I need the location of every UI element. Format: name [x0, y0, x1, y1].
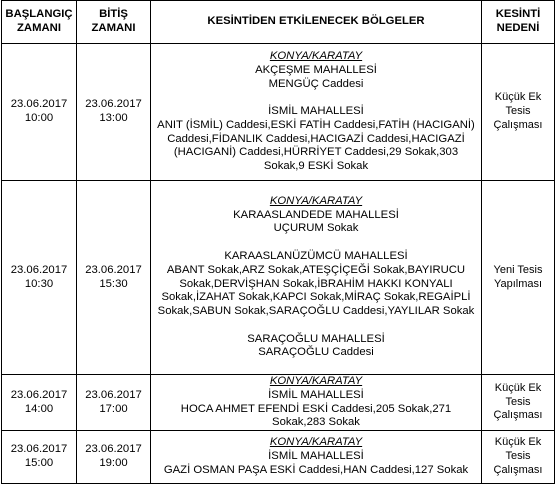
city-label: KONYA/KARATAY [269, 436, 363, 449]
header-affected-regions: KESİNTİDEN ETKİLENECEK BÖLGELER [151, 1, 482, 44]
city-label: KONYA/KARATAY [269, 375, 363, 387]
cause-cell: Küçük Ek Tesis Çalışması [482, 44, 555, 181]
start-time: 14:00 [24, 402, 54, 415]
street-list: ABANT Sokak,ARZ Sokak,ATEŞÇİÇEĞİ Sokak,BAYIRUCU [166, 263, 466, 276]
street-list: SARAÇOĞLU Caddesi [258, 346, 374, 359]
street-list: Sokak,SABUN Sokak,SARAÇOĞLU Caddesi,YAYLILAR Sokak [157, 305, 475, 318]
header-start-time: BAŞLANGIÇ ZAMANI [2, 1, 77, 44]
neighborhood-label: İSMİL MAHALLESİ [268, 105, 364, 118]
start-date: 23.06.2017 [10, 263, 68, 276]
end-time: 15:30 [99, 277, 128, 290]
end-time: 13:00 [99, 112, 128, 124]
start-time: 15:00 [24, 457, 54, 470]
start-date: 23.06.2017 [10, 98, 68, 111]
header-end-time: BİTİŞ ZAMANI [77, 1, 151, 44]
start-cell [2, 181, 77, 375]
street-list: GAZİ OSMAN PAŞA ESKİ Caddesi,HAN Caddesi,127 Sokak [163, 464, 469, 477]
end-cell [77, 44, 151, 181]
header-row [2, 1, 555, 44]
cause-cell: Küçük Ek Tesis Çalışması [482, 375, 555, 431]
start-cell [2, 375, 77, 431]
street-list: MENGÜÇ Caddesi [268, 77, 364, 90]
table-row [2, 375, 555, 431]
neighborhood-label: KARAASLANÜZÜMCÜ MAHALLESİ [224, 249, 408, 262]
end-time: 19:00 [99, 457, 128, 470]
outage-table [1, 0, 555, 484]
start-cell [2, 431, 77, 484]
header-outage-cause: KESİNTİ NEDENİ [482, 1, 555, 44]
end-date: 23.06.2017 [85, 443, 142, 456]
end-cell [77, 181, 151, 375]
street-list: Caddesi,FİDANLIK Caddesi,HACIGAZİ Caddesi,HACIGAZİ [167, 132, 465, 145]
cause-cell: Yeni Tesis Yapılması [482, 181, 555, 375]
region-cell [151, 431, 482, 484]
end-cell [77, 375, 151, 431]
street-list: Sokak,İZAHAT Sokak,KAPCI Sokak,MİRAÇ Sokak,REGAİPLİ [161, 291, 471, 304]
end-cell [77, 431, 151, 484]
street-list: HOCA AHMET EFENDİ ESKİ Caddesi,205 Sokak,271 [180, 402, 452, 415]
street-list: UÇURUM Sokak [273, 222, 359, 235]
table-row [2, 44, 555, 181]
end-date: 23.06.2017 [85, 263, 142, 276]
start-cell [2, 44, 77, 181]
street-list: Sokak,283 Sokak [272, 416, 360, 429]
table-row [2, 431, 555, 484]
end-date: 23.06.2017 [85, 388, 142, 401]
end-time: 17:00 [99, 402, 128, 415]
start-time: 10:00 [24, 112, 54, 124]
region-cell [151, 181, 482, 375]
neighborhood-label: AKÇEŞME MAHALLESİ [255, 63, 377, 76]
city-label: KONYA/KARATAY [269, 49, 363, 62]
city-label: KONYA/KARATAY [269, 194, 363, 207]
neighborhood-label: İSMİL MAHALLESİ [268, 450, 364, 463]
end-date: 23.06.2017 [85, 98, 142, 111]
region-cell [151, 375, 482, 431]
start-date: 23.06.2017 [10, 443, 68, 456]
street-list: Sokak,DERVİŞHAN Sokak,İBRAHİM HAKKI KONYALI [179, 277, 453, 290]
street-list: ANIT (İSMİL) Caddesi,ESKİ FATİH Caddesi,FATİH (HACIGANİ) [157, 118, 475, 131]
table-row [2, 181, 555, 375]
start-time: 10:30 [24, 277, 54, 290]
region-cell [151, 44, 482, 181]
start-date: 23.06.2017 [10, 388, 68, 401]
neighborhood-label: SARAÇOĞLU MAHALLESİ [247, 332, 385, 345]
neighborhood-label: İSMİL MAHALLESİ [268, 388, 364, 401]
street-list: Sokak,9 ESKİ Sokak [263, 160, 369, 173]
cause-cell: Küçük Ek Tesis Çalışması [482, 431, 555, 484]
neighborhood-label: KARAASLANDEDE MAHALLESİ [233, 208, 399, 221]
street-list: (HACIGANİ) Caddesi,HÜRRİYET Caddesi,29 Sokak,303 [173, 146, 459, 159]
